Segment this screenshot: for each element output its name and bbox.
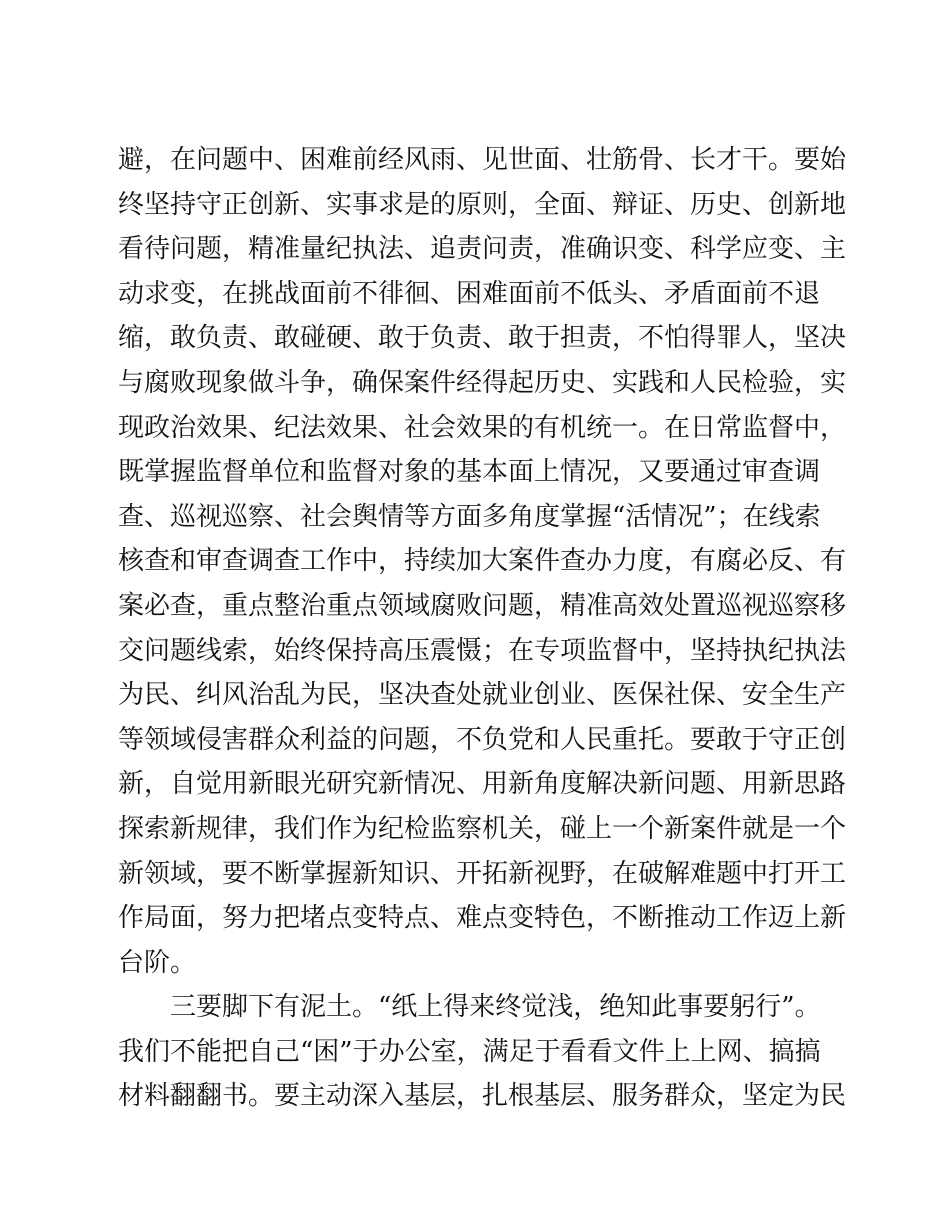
text-line: 材料翻翻书。要主动深入基层，扎根基层、服务群众，坚定为民 — [118, 1081, 847, 1112]
text-line: 等领域侵害群众利益的问题，不负党和人民重托。要敢于守正创 — [118, 724, 847, 755]
text-line: 我们不能把自己“困”于办公室，满足于看看文件上上网、搞搞 — [118, 1036, 821, 1067]
text-line: 现政治效果、纪法效果、社会效果的有机统一。在日常监督中， — [118, 412, 847, 443]
text-line: 看待问题，精准量纪执法、追责问责，准确识变、科学应变、主 — [118, 234, 847, 265]
text-line: 案必查，重点整治重点领域腐败问题，精准高效处置巡视巡察移 — [118, 590, 847, 621]
text-line: 核查和审查调查工作中，持续加大案件查办力度，有腐必反、有 — [118, 546, 847, 577]
text-line: 与腐败现象做斗争，确保案件经得起历史、实践和人民检验，实 — [118, 367, 847, 398]
text-line: 避，在问题中、困难前经风雨、见世面、壮筋骨、长才干。要始 — [118, 145, 847, 175]
text-line: 新，自觉用新眼光研究新情况、用新角度解决新问题、用新思路 — [118, 769, 847, 800]
text-line: 既掌握监督单位和监督对象的基本面上情况，又要通过审查调 — [118, 457, 821, 488]
text-line: 缩，敢负责、敢碰硬、敢于负责、敢于担责，不怕得罪人，坚决 — [118, 323, 847, 354]
text-line: 终坚持守正创新、实事求是的原则，全面、辩证、历史、创新地 — [118, 189, 847, 220]
text-line: 作局面，努力把堵点变特点、难点变特色，不断推动工作迈上新 — [118, 903, 847, 934]
body-text — [118, 138, 847, 1119]
text-line: 为民、纠风治乱为民，坚决查处就业创业、医保社保、安全生产 — [118, 680, 847, 711]
text-line: 探索新规律，我们作为纪检监察机关，碰上一个新案件就是一个 — [118, 813, 847, 844]
text-line: 交问题线索，始终保持高压震慑；在专项监督中，坚持执纪执法 — [118, 635, 847, 666]
paragraph-first-line: 三要脚下有泥土。“纸上得来终觉浅，绝知此事要躬行”。 — [170, 992, 821, 1023]
text-line: 台阶。 — [118, 947, 197, 978]
text-line: 动求变，在挑战面前不徘徊、困难面前不低头、矛盾面前不退 — [118, 278, 821, 309]
text-line: 查、巡视巡察、社会舆情等方面多角度掌握“活情况”；在线索 — [118, 501, 821, 532]
text-line: 新领域，要不断掌握新知识、开拓新视野，在破解难题中打开工 — [118, 858, 847, 889]
